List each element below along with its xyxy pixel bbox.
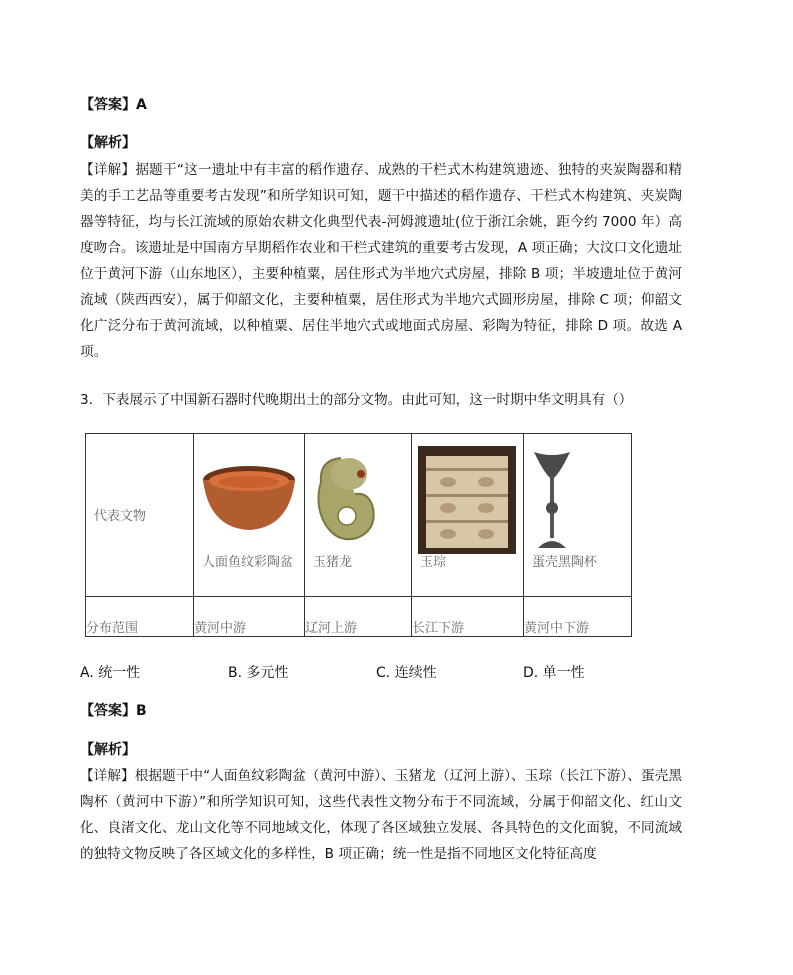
row1-header-cell: [86, 434, 194, 597]
option-c: C. 连续性: [376, 665, 437, 681]
relic-table: [85, 433, 632, 637]
painted-pottery-basin-icon: [199, 464, 299, 534]
q3-analysis-heading: 【解析】: [80, 742, 136, 758]
row2-header: 分布范围: [86, 597, 194, 637]
q2-detail: 【详解】据题干“这一遗址中有丰富的稻作遗存、成熟的干栏式木构建筑遗迹、独特的夹炭陶器和精美的手工艺品等重要考古发现”和所学知识可知，题干中描述的稻作遗存、干栏式木构建筑、夹炭陶器等特征，均与长江流域的原始农耕文化典型代表-河姆渡遗址(位于浙江余姚，距今约 7000 年）高度吻合。该遗址是中国南方早期稻作农业和干栏式建筑的重要考古发现，A 项正确；大汶口文化遗址位于黄河下游（山东地区），主要种植粟，居住形式为半地穴式房屋，排除 B 项；半坡遗址位于黄河流域（陕西西安），属于仰韶文化，主要种植粟，居住形式为半地穴式圆形房屋，排除 C 项；仰韶文化广泛分布于黄河流域，以种植粟、居住半地穴式或地面式房屋、彩陶为特征，排除 D 项。故选 A 项。: [80, 162, 682, 360]
option-a: A. 统一性: [80, 665, 141, 681]
q2-analysis-heading: 【解析】: [80, 135, 136, 151]
jade-pig-dragon-icon: [311, 452, 381, 547]
jade-cong-icon: [418, 446, 516, 554]
relic-name-2: 玉猪龙: [313, 555, 353, 570]
q3-question: 3．下表展示了中国新石器时代晚期出土的部分文物。由此可知，这一时期中华文明具有（）: [80, 392, 633, 408]
relic-row-regions: [86, 597, 632, 637]
relic-cell-3: [412, 434, 524, 597]
relic-region-3: 长江下游: [412, 597, 524, 637]
relic-row-images: [86, 434, 632, 597]
q3-detail: 【详解】根据题干中“人面鱼纹彩陶盆（黄河中游）、玉猪龙（辽河上游）、玉琮（长江下游）、蛋壳黑陶杯（黄河中下游）”和所学知识可知，这些代表性文物分布于不同流域，分属于仰韶文化、红山文化、良渚文化、龙山文化等不同地域文化，体现了各区域独立发展、各具特色的文化面貌，不同流域的独特文物反映了各区域文化的多样性，B 项正确；统一性是指不同地区文化特征高度: [80, 768, 682, 862]
relic-cell-2: [305, 434, 412, 597]
relic-name-4: 蛋壳黑陶杯: [532, 555, 598, 570]
relic-region-2: 辽河上游: [305, 597, 412, 637]
row1-header: 代表文物: [94, 509, 147, 524]
q2-answer: 【答案】A: [80, 97, 147, 113]
option-d: D. 单一性: [523, 665, 585, 681]
relic-cell-4: [524, 434, 632, 597]
relic-name-3: 玉琮: [420, 555, 447, 570]
eggshell-black-pottery-cup-icon: [530, 448, 574, 554]
relic-region-1: 黄河中游: [194, 597, 305, 637]
relic-region-4: 黄河中下游: [524, 597, 632, 637]
relic-cell-1: [194, 434, 305, 597]
relic-name-1: 人面鱼纹彩陶盆: [202, 555, 294, 570]
option-b: B. 多元性: [228, 665, 289, 681]
q3-answer: 【答案】B: [80, 703, 147, 719]
